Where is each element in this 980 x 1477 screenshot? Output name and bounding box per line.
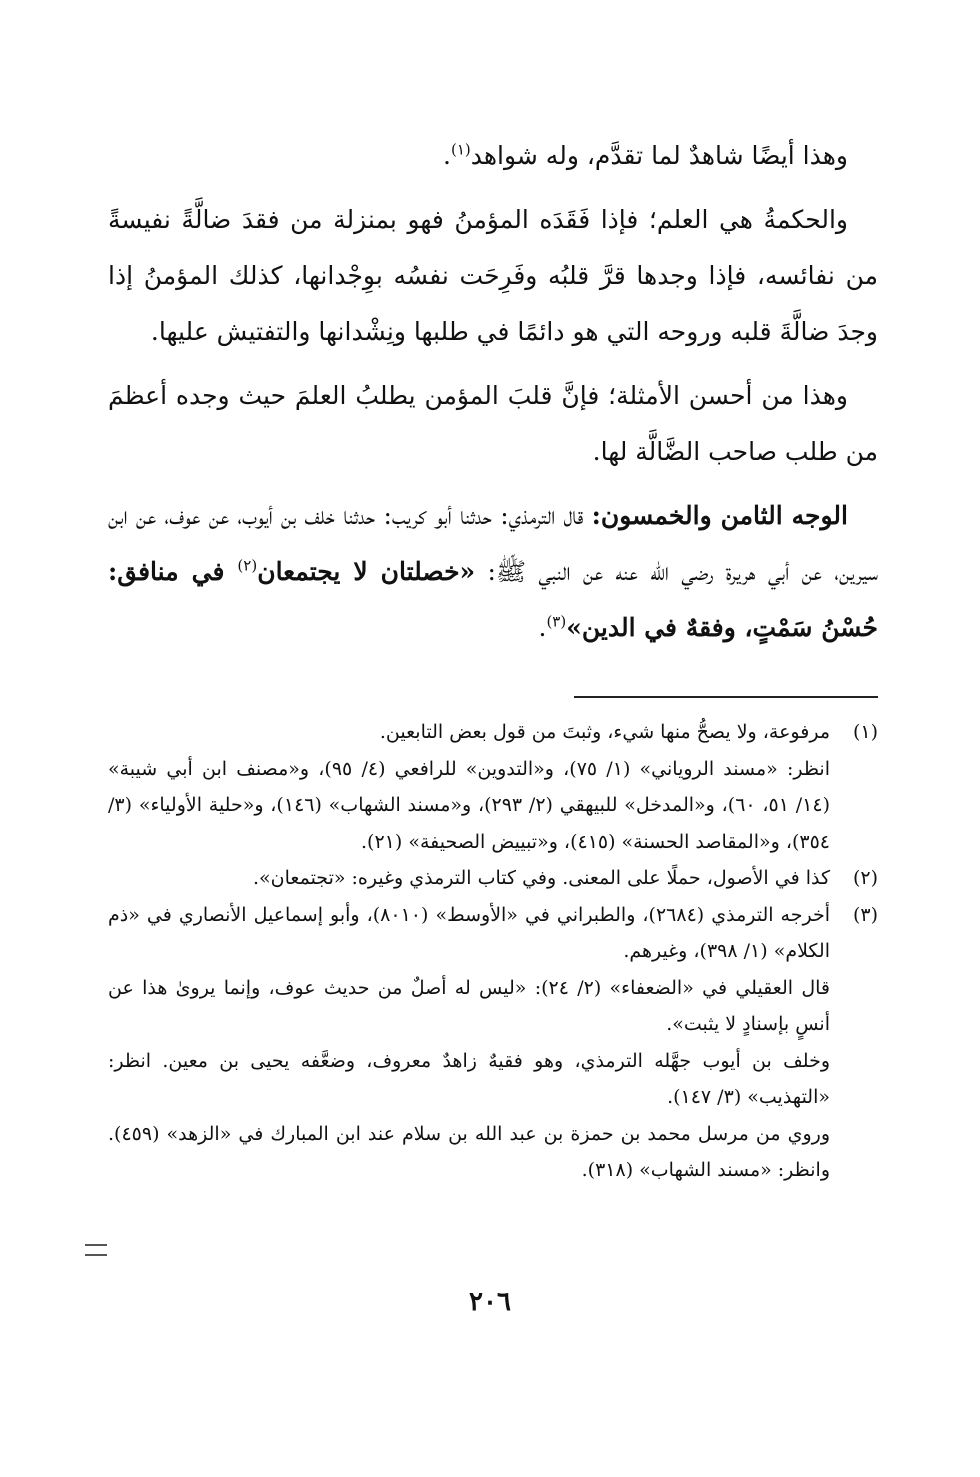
page-number: ٢٠٦: [469, 1287, 511, 1317]
hadith-text-2: في منافق: حُسْنُ سَمْتٍ، وفقهٌ في الدين»: [108, 557, 878, 642]
footnote-number: (١): [852, 721, 878, 743]
footnote-line: مرفوعة، ولا يصحُّ منها شيء، وثبتَ من قول بعض التابعين.: [379, 721, 830, 743]
footnote-line: قال العقيلي في «الضعفاء» (٢/ ٢٤): «ليس له أصلٌ من حديث عوف، وإنما يروىٰ هذا عن أنسٍ بإسنادٍ لا يثبت».: [108, 976, 830, 1035]
paragraph-3: وهذا من أحسن الأمثلة؛ فإنَّ قلبَ المؤمن يطلبُ العلمَ حيث وجده أعظمَ من طلب صاحب الضَّالَّة لها.: [108, 381, 878, 466]
footnote-ref-3: (٣): [546, 612, 567, 631]
footnote-2: [108, 860, 878, 897]
footnotes: [108, 714, 878, 1189]
footnote-body: [108, 860, 830, 897]
footnote-body: [108, 897, 830, 1189]
paragraph-2: والحكمةُ هي العلم؛ فإذا فَقَدَه المؤمنُ فهو بمنزلة من فقدَ ضالَّةً نفيسةً من نفائسه، فإذا وجدها قرَّ قلبُه وفَرِحَت نفسُه بوِجْدانها، كذلك المؤمنُ إذا وجدَ ضالَّةَ قلبه وروحه التي هو دائمًا في طلبها ونِشْدانها والتفتيش عليها.: [108, 205, 878, 346]
paragraph-1: [108, 128, 878, 184]
margin-mark: [85, 1244, 107, 1256]
footnote-number: (٢): [852, 867, 878, 889]
footnote-3: [108, 897, 878, 1189]
footnote-separator: [574, 696, 878, 698]
section-heading: الوجه الثامن والخمسون:: [591, 501, 848, 530]
footnote-line: وخلف بن أيوب جهَّله الترمذي، وهو فقيهٌ زاهدٌ معروف، وضعَّفه يحيى بن معين. انظر: «التهذيب» (٣/ ١٤٧).: [108, 1049, 830, 1108]
footnote-line: كذا في الأصول، حملًا على المعنى. وفي كتاب الترمذي وغيره: «تجتمعان».: [253, 867, 830, 889]
footnote-number: (٣): [852, 903, 878, 926]
isnad-text: قال الترمذي: حدثنا أبو كريب: حدثنا خلف بن أيوب، عن عوف، عن ابن سيرين، عن أبي هريرة رضي الله عنه عن النبي ﷺ:: [108, 501, 878, 586]
paragraph-4-end: .: [538, 613, 547, 642]
paragraph-1-end: .: [443, 141, 451, 170]
footnote-line: انظر: «مسند الروياني» (١/ ٧٥)، و«التدوين» للرافعي (٤/ ٩٥)، و«مصنف ابن أبي شيبة» (١٤/ ٥١، ٦٠)، و«المدخل» للبيهقي (٢/ ٢٩٣)، و«مسند الشهاب» (١٤٦)، و«حلية الأولياء» (٣/ ٣٥٤)، و«المقاصد الحسنة» (٤١٥)، و«تبييض الصحيفة» (٢١).: [108, 757, 830, 853]
hadith-text-1: «خصلتان لا يجتمعان: [257, 557, 476, 586]
footnote-line: وروي من مرسل محمد بن حمزة بن عبد الله بن سلام عند ابن المبارك في «الزهد» (٤٥٩). وانظر: «مسند الشهاب» (٣١٨).: [108, 1122, 830, 1181]
main-text: [108, 128, 878, 664]
footnote-ref-2: (٢): [237, 556, 258, 575]
footnote-1: [108, 714, 878, 860]
footnote-ref-1: (١): [450, 140, 471, 159]
footnote-line: أخرجه الترمذي (٢٦٨٤)، والطبراني في «الأوسط» (٨٠١٠)، وأبو إسماعيل الأنصاري في «ذم الكلام» (١/ ٣٩٨)، وغيرهم.: [108, 903, 830, 962]
footnote-body: [108, 714, 830, 860]
paragraph-1-text: وهذا أيضًا شاهدٌ لما تقدَّم، وله شواهد: [470, 141, 848, 170]
paragraph-4: [108, 488, 878, 656]
